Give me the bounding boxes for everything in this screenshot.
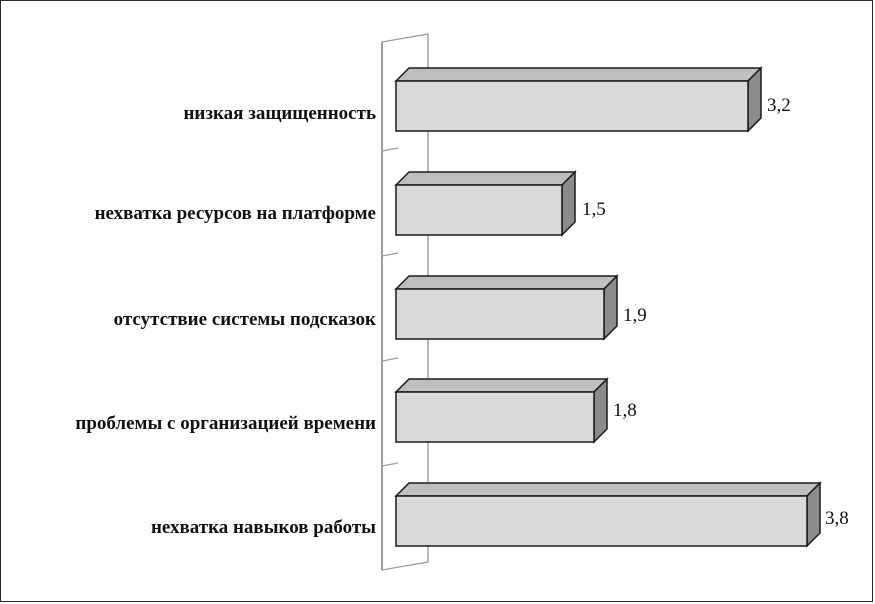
value-label: 1,9 (623, 305, 647, 326)
category-label: нехватка ресурсов на платформе (94, 203, 376, 224)
bar-series-item (396, 172, 575, 235)
bar-chart-plot (1, 1, 874, 603)
value-label: 1,8 (613, 400, 637, 421)
bar-series-item (396, 276, 617, 339)
category-label: проблемы с организацией времени (75, 413, 376, 434)
value-label: 3,2 (767, 95, 791, 116)
bar-series-item (396, 379, 607, 442)
value-label: 1,5 (582, 199, 606, 220)
category-label: нехватка навыков работы (150, 517, 376, 538)
category-label: отсутствие системы подсказок (113, 309, 376, 330)
value-label: 3,8 (825, 508, 849, 529)
category-label: низкая защищенность (183, 103, 376, 124)
bar-series-item (396, 68, 761, 131)
bar-series-item (396, 483, 820, 546)
